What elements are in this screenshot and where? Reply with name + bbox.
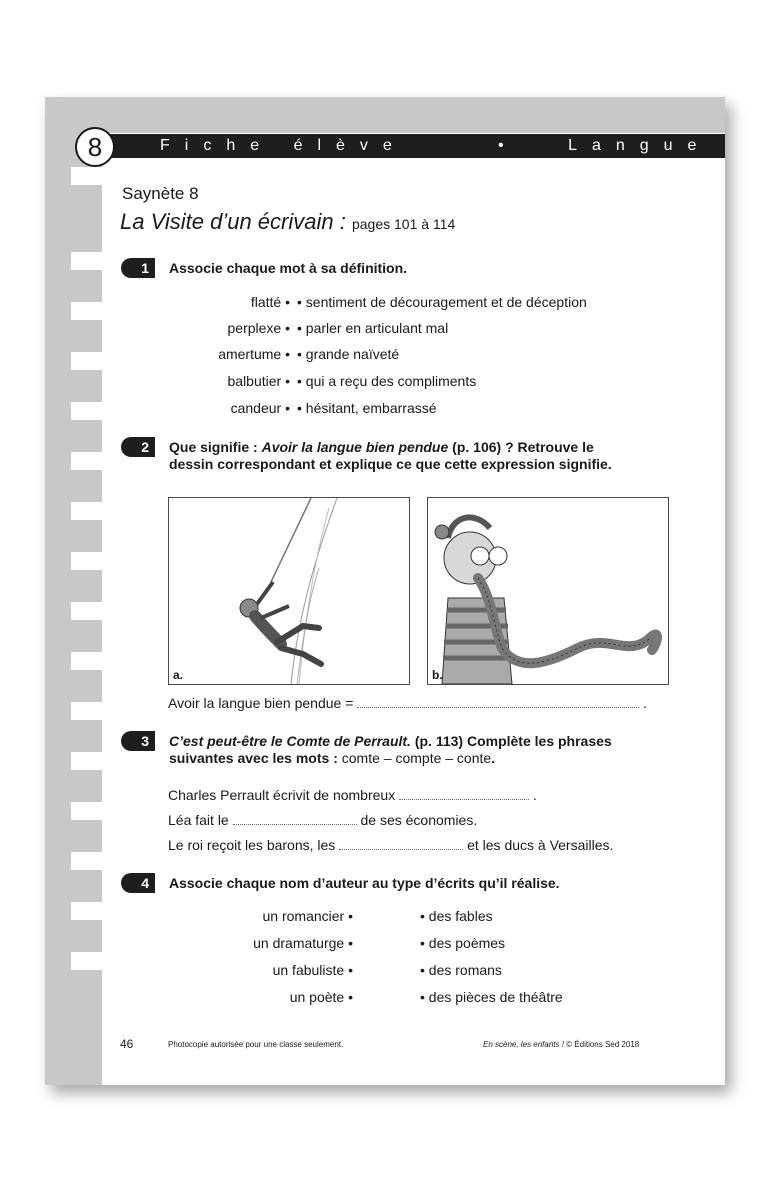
q3-line2-end: . — [491, 750, 496, 766]
question-3-badge: 3 — [121, 731, 155, 751]
question-2-badge: 2 — [121, 437, 155, 457]
top-band — [45, 97, 725, 133]
side-notch — [71, 652, 103, 670]
q1-definition: • parler en articulant mal — [297, 320, 449, 336]
page-number: 46 — [120, 1037, 134, 1051]
q3-sentence-2 — [168, 812, 477, 828]
header-right: Langue — [568, 137, 712, 154]
q4-type: • des romans — [420, 962, 502, 978]
footer-credit-copyright: © Éditions Sed 2018 — [563, 1040, 640, 1049]
worksheet-page — [45, 97, 725, 1085]
header-left: Fiche élève — [160, 137, 407, 154]
q3-s3-start: Le roi reçoit les barons, les — [168, 837, 336, 853]
q3-sentence-1 — [168, 787, 537, 803]
page-title — [120, 209, 455, 235]
side-notch — [71, 702, 103, 720]
side-notch — [71, 752, 103, 770]
illustration-b-girl-with-long-tongue — [427, 497, 669, 685]
q3-words: comte – compte – conte — [341, 750, 492, 766]
q2-part1: Que signifie : — [169, 439, 262, 455]
title-pages: pages 101 à 114 — [351, 216, 456, 232]
q1-word: amertume • — [218, 346, 290, 362]
q4-author: un dramaturge • — [253, 935, 353, 951]
side-notch — [71, 552, 103, 570]
q4-author: un fabuliste • — [272, 962, 353, 978]
q1-definition: • sentiment de découragement et de déception — [297, 294, 587, 310]
climber-drawing — [169, 498, 409, 684]
q1-definition: • grande naïveté — [297, 346, 400, 362]
q1-word: perplexe • — [227, 320, 290, 336]
q4-author: un poète • — [289, 989, 353, 1005]
sheet-number: 8 — [75, 127, 115, 167]
header-separator: • — [498, 137, 519, 154]
side-notch — [71, 902, 103, 920]
q1-definition: • qui a reçu des compliments — [297, 373, 477, 389]
q4-type: • des fables — [420, 908, 493, 924]
q3-line2: suivantes avec les mots : — [169, 750, 342, 766]
title-main: La Visite d’un écrivain : — [120, 209, 346, 234]
q3-s3-end: et les ducs à Versailles. — [467, 837, 614, 853]
q1-definition: • hésitant, embarrassé — [297, 400, 437, 416]
saynete-label: Saynète 8 — [122, 184, 199, 203]
q3-part2: (p. 113) Complète les phrases — [410, 733, 612, 749]
q2-part2: (p. 106) ? Retrouve le — [448, 439, 594, 455]
side-notch — [71, 452, 103, 470]
illustration-b-label: b. — [432, 668, 443, 682]
question-3-text — [169, 733, 612, 767]
side-notch — [71, 502, 103, 520]
q3-s1-start: Charles Perrault écrivit de nombreux — [168, 787, 396, 803]
footer-note: Photocopie autorisée pour une classe seulement. — [168, 1040, 344, 1049]
header-title — [160, 134, 712, 158]
side-notch — [71, 952, 103, 970]
girl-drawing — [428, 498, 668, 684]
question-1-text: Associe chaque mot à sa définition. — [169, 260, 408, 276]
q3-quote: C’est peut-être le Comte de Perrault. — [169, 733, 411, 749]
question-2-text — [169, 439, 612, 473]
q3-s3-blank[interactable] — [339, 839, 463, 850]
footer-credit — [483, 1040, 639, 1049]
q4-type: • des poèmes — [420, 935, 506, 951]
footer-credit-title: En scène, les enfants ! — [483, 1040, 564, 1049]
q1-word: balbutier • — [227, 373, 290, 389]
side-notch — [71, 852, 103, 870]
q2-answer-blank[interactable] — [357, 697, 639, 708]
illustration-a-label: a. — [173, 668, 184, 682]
q2-answer-prefix: Avoir la langue bien pendue = — [168, 695, 354, 711]
illustration-a-climber — [168, 497, 410, 685]
q3-s2-end: de ses économies. — [360, 812, 478, 828]
q2-expression: Avoir la langue bien pendue — [261, 439, 449, 455]
side-notch — [71, 167, 103, 185]
q3-s2-start: Léa fait le — [168, 812, 229, 828]
question-4-text: Associe chaque nom d’auteur au type d’écrits qu’il réalise. — [169, 875, 560, 891]
side-notch — [71, 602, 103, 620]
q3-s1-blank[interactable] — [399, 789, 529, 800]
q4-author: un romancier • — [262, 908, 353, 924]
q2-answer-end: . — [643, 695, 648, 711]
q3-sentence-3 — [168, 837, 613, 853]
q3-s2-blank[interactable] — [233, 814, 357, 825]
q1-word: flatté • — [250, 294, 290, 310]
q4-type: • des pièces de théâtre — [420, 989, 563, 1005]
q3-s1-end: . — [533, 787, 537, 803]
q2-line2: dessin correspondant et explique ce que cette expression signifie. — [169, 456, 612, 472]
q1-word: candeur • — [230, 400, 290, 416]
question-4-badge: 4 — [121, 873, 155, 893]
question-1-badge: 1 — [121, 258, 155, 278]
side-notch — [71, 802, 103, 820]
side-notch — [71, 252, 103, 270]
q2-answer-line — [168, 695, 647, 711]
